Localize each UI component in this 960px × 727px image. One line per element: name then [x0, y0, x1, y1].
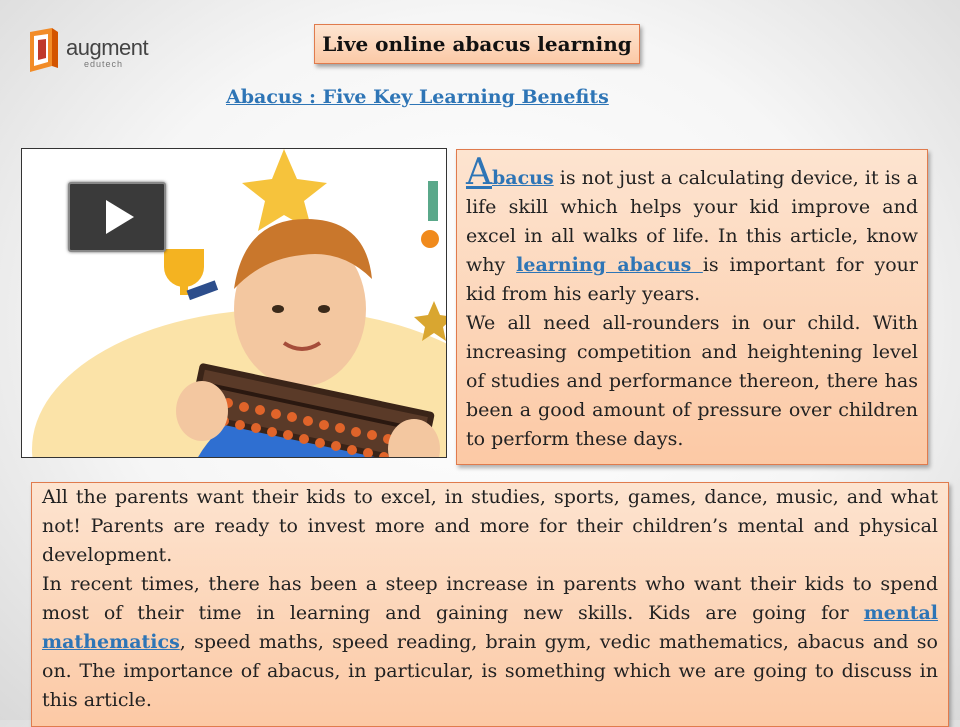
body-text-a: In recent times, there has been a steep increase in parents who want their kids to spend most of their time in learning and gaining new skills. Kids are going for: [42, 573, 938, 624]
star-icon: [242, 149, 327, 231]
body-text-b: , speed maths, speed reading, brain gym, vedic mathematics, abacus and so on. The importance of abacus, in particular, is something which we are going to discuss in this article.: [42, 631, 938, 711]
logo-subtext: edutech: [84, 59, 124, 69]
intro-paragraph-1: [466, 152, 918, 309]
body-paragraph-2: [42, 570, 938, 715]
slide-title: Live online abacus learning: [314, 24, 640, 64]
logo-mark-icon: [26, 26, 66, 74]
learning-abacus-link[interactable]: learning abacus: [516, 254, 703, 276]
play-icon: [70, 184, 164, 250]
intro-text-box: [456, 149, 928, 465]
intro-text-1: is not just a calculating device, it is a life skill which helps your kid improve and excel in all walks of life. In this article, know why: [466, 167, 918, 276]
body-text-box: [31, 482, 949, 727]
body-paragraph-1: All the parents want their kids to excel, in studies, sports, games, dance, music, and what not! Parents are ready to invest more and more for their children’s mental and physical development.: [42, 486, 938, 566]
intro-text-2: is important for your kid from his early years.: [466, 254, 918, 305]
mental-mathematics-link[interactable]: mental mathematics: [42, 602, 938, 653]
video-play-button[interactable]: [68, 182, 166, 252]
intro-paragraph-2: We all need all-rounders in our child. With increasing competition and heightening level of studies and performance thereon, there has been a good amount of pressure over children to perform these days.: [466, 312, 918, 450]
trophy-icon: [164, 249, 218, 300]
subtitle-link[interactable]: Abacus : Five Key Learning Benefits: [226, 86, 609, 108]
dropcap-letter[interactable]: A: [466, 152, 492, 193]
abacus-link[interactable]: bacus: [492, 167, 554, 189]
brand-logo: [26, 26, 156, 76]
logo-wordmark: augment: [66, 35, 149, 60]
